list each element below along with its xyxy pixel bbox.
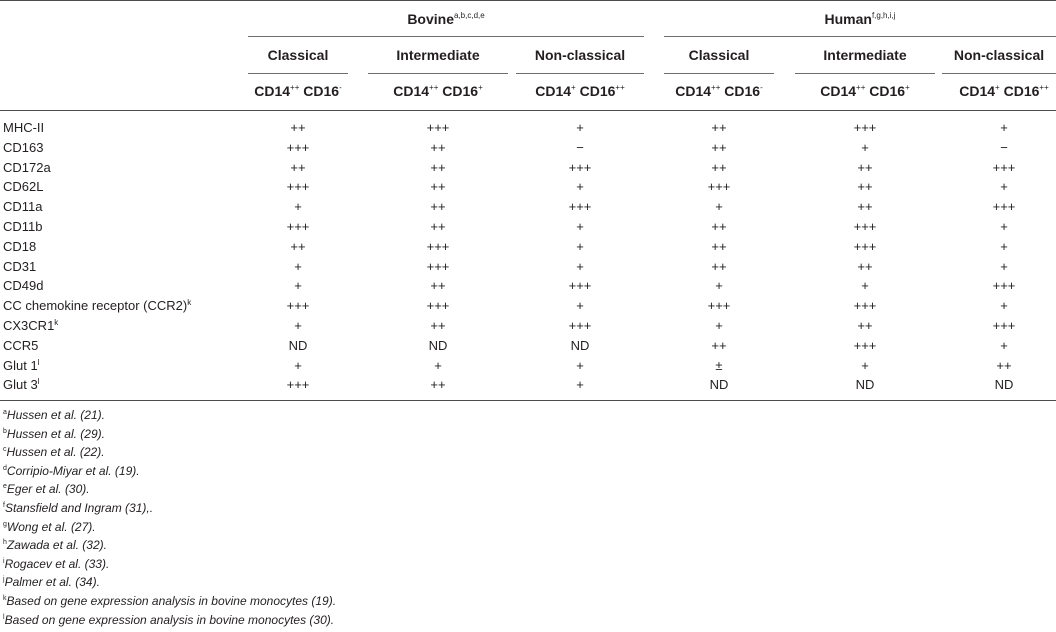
table-cell: ND	[855, 377, 875, 393]
footnote-text: Stansfield and Ingram (31),.	[4, 501, 154, 515]
marker-level: ++	[711, 83, 721, 92]
table-cell: +++	[568, 159, 592, 175]
group-name: Human	[824, 11, 872, 27]
table-cell: ++	[290, 159, 306, 175]
phenotype-header	[515, 82, 645, 100]
phenotype-header	[654, 82, 784, 100]
row-label	[3, 238, 36, 255]
row-label-ref: k	[54, 318, 59, 327]
footnote-marker: e	[3, 483, 7, 491]
subset-rule	[248, 73, 348, 74]
footnote-text: Based on gene expression analysis in bovine monocytes (30).	[4, 612, 335, 627]
header-rule	[0, 110, 1056, 111]
marker-name: CD16	[999, 83, 1040, 99]
table-cell: +	[294, 278, 302, 294]
marker-level: +	[571, 83, 576, 92]
table-cell: +++	[426, 298, 450, 314]
marker-level: ++	[429, 83, 439, 92]
phenotype-header	[800, 82, 930, 100]
footnote	[3, 482, 90, 497]
table-cell: ++	[430, 179, 446, 195]
table-cell: +++	[992, 318, 1016, 333]
row-label	[3, 357, 39, 374]
table-cell: +	[576, 258, 584, 274]
table-cell: +	[1000, 238, 1008, 254]
footnote	[3, 520, 96, 535]
footnote	[3, 594, 336, 609]
marker-name: CD16	[865, 83, 906, 99]
table-cell: ++	[711, 159, 727, 175]
table-cell: ++	[430, 377, 446, 393]
marker-level: +	[905, 83, 910, 92]
table-cell: +	[576, 238, 584, 254]
table-cell: +	[715, 199, 723, 215]
marker-name: CD16	[299, 83, 340, 99]
footnote-text: Palmer et al. (34).	[4, 575, 100, 590]
footnote-marker: j	[3, 576, 5, 584]
footnote-text: Rogacev et al. (33).	[4, 556, 110, 571]
subset-header: Non-classical	[953, 47, 1045, 63]
row-label-text: Glut 3	[3, 377, 38, 393]
row-label	[3, 297, 191, 314]
group-refs: a,b,c,d,e	[454, 11, 485, 20]
footnote	[3, 501, 153, 516]
subset-header: Non-classical	[534, 47, 626, 63]
table-cell: +	[1000, 120, 1008, 135]
row-label	[3, 198, 43, 215]
row-label-text: CD49d	[3, 278, 44, 294]
table-cell: ++	[711, 139, 727, 155]
footnote	[3, 445, 105, 460]
footnote-marker: g	[3, 520, 7, 528]
row-label-text: CCR5	[3, 337, 39, 353]
footnote-text: Wong et al. (27).	[6, 519, 96, 534]
table-cell: +++	[568, 199, 592, 215]
marker-name: CD14	[675, 83, 712, 99]
table-cell: +	[576, 298, 584, 314]
row-label-ref: l	[37, 377, 40, 387]
table-cell: +	[576, 357, 584, 373]
marker-level: +	[478, 83, 483, 92]
table-cell: ++	[857, 159, 873, 175]
table-cell: +	[576, 120, 584, 135]
table-cell: +++	[286, 377, 310, 393]
row-label-text: CD18	[3, 238, 37, 254]
footnote-marker: i	[3, 557, 5, 565]
footnote-text: Hussen et al. (29).	[6, 426, 105, 441]
table-cell: +++	[707, 179, 731, 195]
subset-rule	[368, 73, 508, 74]
subset-header: Classical	[267, 47, 329, 63]
group-header-bovine	[248, 10, 644, 28]
table-cell: +++	[853, 120, 877, 135]
table-cell: ±	[715, 357, 723, 373]
footnote	[3, 408, 105, 423]
footnote-marker: a	[3, 409, 7, 416]
table-cell: +	[861, 357, 869, 373]
table-cell: ++	[430, 219, 446, 234]
bovine-group-rule	[248, 36, 644, 37]
row-label	[3, 139, 43, 156]
table-cell: +	[1000, 179, 1008, 195]
table-cell: ++	[857, 199, 873, 215]
row-label	[3, 218, 43, 235]
footnote-marker: b	[3, 427, 7, 435]
row-label	[3, 159, 51, 176]
row-label	[3, 317, 58, 334]
table-cell: +++	[992, 278, 1016, 294]
marker-name: CD14	[393, 83, 430, 99]
table-cell: ++	[430, 159, 446, 175]
footnote-text: Hussen et al. (22).	[6, 445, 105, 460]
table-cell: +++	[286, 179, 310, 195]
group-name: Bovine	[407, 11, 454, 27]
footnote-text: Zawada et al. (32).	[6, 538, 107, 553]
table-cell: ND	[570, 337, 590, 353]
marker-name: CD14	[254, 83, 291, 99]
table-cell: +	[1000, 219, 1008, 234]
footnote	[3, 538, 107, 553]
row-label-text: CC chemokine receptor (CCR2)	[3, 298, 188, 314]
marker-name: CD14	[820, 83, 857, 99]
group-refs: f,g,h,i,j	[871, 11, 896, 20]
table-cell: ++	[857, 179, 873, 195]
row-label-text: CD11b	[3, 219, 43, 234]
table-cell: ++	[290, 120, 306, 135]
marker-level: -	[339, 83, 342, 92]
table-cell: +++	[853, 238, 877, 254]
marker-name: CD14	[959, 83, 996, 99]
table-cell: +	[715, 278, 723, 294]
subset-rule	[795, 73, 935, 74]
row-label-text: CD172a	[3, 159, 51, 175]
table-cell: ++	[711, 337, 727, 353]
row-label-text: CD62L	[3, 179, 44, 195]
table-cell: ++	[711, 219, 727, 234]
footnote-text: Based on gene expression analysis in bovine monocytes (19).	[6, 594, 337, 608]
marker-name: CD16	[575, 83, 616, 99]
footnote	[3, 464, 140, 479]
footnote	[3, 575, 100, 590]
phenotype-header	[233, 82, 363, 100]
table-cell: ND	[709, 377, 729, 393]
footnote-text: Eger et al. (30).	[6, 482, 90, 497]
marker-level: ++	[1039, 83, 1049, 92]
row-label-text: MHC-II	[3, 120, 45, 135]
subset-header: Classical	[688, 47, 750, 63]
row-label-text: CX3CR1	[3, 318, 55, 333]
row-label-text: CD163	[3, 139, 44, 155]
subset-rule	[516, 73, 644, 74]
table-cell: +++	[286, 298, 310, 314]
table-cell: ++	[996, 357, 1012, 373]
marker-level: +	[995, 83, 1000, 92]
table-cell: +++	[568, 278, 592, 294]
row-label-text: Glut 1	[3, 357, 38, 373]
table-cell: ++	[430, 139, 446, 155]
row-label	[3, 277, 43, 294]
footnote-text: Hussen et al. (21).	[6, 408, 105, 422]
footnote-marker: l	[3, 613, 5, 621]
marker-level: -	[760, 83, 763, 92]
table-cell: +	[1000, 298, 1008, 314]
table-cell: ++	[430, 199, 446, 215]
table-cell: ++	[857, 258, 873, 274]
subset-rule	[664, 73, 774, 74]
table-cell: +++	[568, 318, 592, 333]
table-cell: +	[434, 357, 442, 373]
marker-name: CD16	[438, 83, 479, 99]
row-label	[3, 178, 43, 195]
table-cell: +++	[426, 258, 450, 274]
table-cell: +++	[286, 139, 310, 155]
table-cell: ++	[857, 318, 873, 333]
table-cell: +	[1000, 258, 1008, 274]
row-label-ref: k	[187, 298, 192, 308]
table-cell: −	[1000, 139, 1008, 155]
table-cell: ++	[711, 120, 727, 135]
table-cell: ND	[288, 337, 308, 353]
table-cell: +	[1000, 337, 1008, 353]
table-cell: +++	[992, 159, 1016, 175]
marker-name: CD16	[720, 83, 761, 99]
footnote-marker: f	[3, 502, 5, 509]
table-cell: +	[576, 377, 584, 393]
footnote	[3, 427, 105, 442]
table-cell: +	[294, 357, 302, 373]
row-label	[3, 376, 39, 393]
row-label-text: CD31	[3, 258, 37, 274]
table-cell: ND	[428, 337, 448, 353]
table-cell: +	[294, 318, 302, 333]
row-label-text: CD11a	[3, 199, 43, 215]
table-cell: +++	[992, 199, 1016, 215]
table-cell: ++	[711, 258, 727, 274]
table-cell: +	[861, 139, 869, 155]
table-cell: ++	[430, 278, 446, 294]
footnote-text: Corripio-Miyar et al. (19).	[6, 463, 140, 478]
marker-name: CD14	[535, 83, 572, 99]
marker-level: ++	[615, 83, 625, 92]
footnote-marker: h	[3, 539, 7, 547]
table-cell: +++	[707, 298, 731, 314]
table-cell: +++	[853, 219, 877, 234]
table-cell: ++	[290, 238, 306, 254]
row-label	[3, 119, 44, 136]
marker-level: ++	[856, 83, 866, 92]
table-cell: +++	[853, 337, 877, 353]
table-cell: +++	[286, 219, 310, 234]
subset-header: Intermediate	[396, 47, 480, 63]
table-cell: ++	[430, 318, 446, 333]
table-cell: −	[576, 139, 584, 155]
table-cell: +	[294, 258, 302, 274]
top-rule	[0, 0, 1056, 1]
table-cell: +++	[426, 120, 450, 135]
footnote-marker: k	[3, 595, 7, 602]
row-label	[3, 337, 38, 354]
table-cell: +++	[853, 298, 877, 314]
row-label-ref: l	[37, 357, 40, 367]
table-cell: +	[294, 199, 302, 215]
phenotype-header	[939, 82, 1056, 100]
table-cell: +	[861, 278, 869, 294]
footnote	[3, 613, 334, 628]
row-label	[3, 258, 36, 275]
human-group-rule	[664, 36, 1056, 37]
bottom-rule	[0, 400, 1056, 401]
marker-level: ++	[290, 83, 300, 92]
footnote-marker: c	[3, 446, 7, 454]
phenotype-header	[373, 82, 503, 100]
table-cell: +	[576, 219, 584, 234]
table-cell: ND	[994, 377, 1014, 393]
table-cell: +	[576, 179, 584, 195]
table-cell: +++	[426, 238, 450, 254]
table-cell: +	[715, 318, 723, 333]
table-cell: ++	[711, 238, 727, 254]
footnote	[3, 557, 109, 572]
footnote-marker: d	[3, 464, 7, 472]
subset-header: Intermediate	[823, 47, 907, 63]
subset-rule	[942, 73, 1056, 74]
group-header-human	[664, 10, 1056, 28]
